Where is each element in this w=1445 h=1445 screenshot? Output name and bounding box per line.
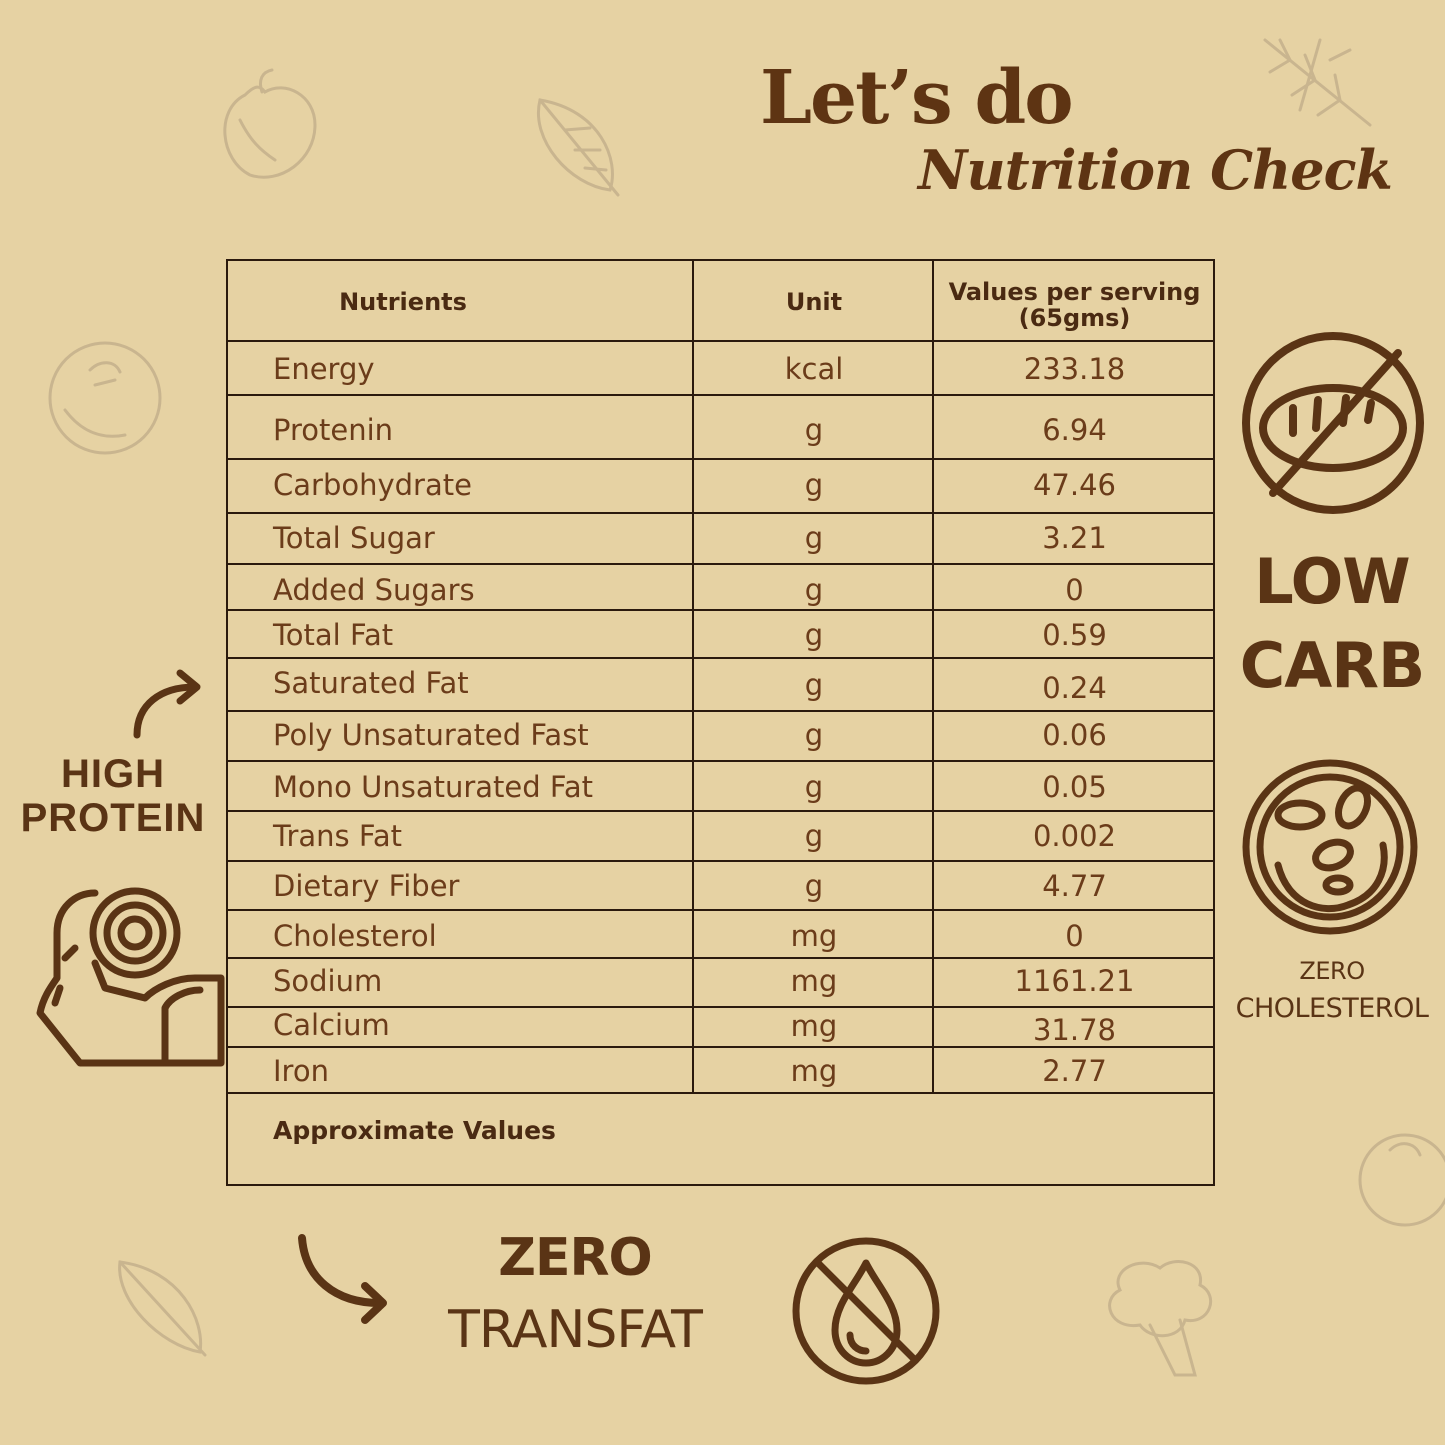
row-unit: g	[804, 468, 824, 502]
row-unit: g	[804, 618, 824, 652]
header-nutrients: Nutrients	[339, 288, 467, 316]
row-value: 6.94	[1042, 413, 1107, 447]
nutrition-table	[226, 259, 1215, 1186]
zero-transfat-line1: ZERO	[498, 1228, 652, 1288]
row-unit: g	[804, 819, 824, 853]
row-name: Poly Unsaturated Fast	[273, 718, 589, 752]
row-unit: mg	[790, 964, 838, 998]
row-value: 0.59	[1042, 618, 1107, 652]
row-unit: mg	[790, 919, 838, 953]
row-value: 1161.21	[1014, 964, 1135, 998]
curved-arrow-right-icon	[290, 1228, 395, 1328]
row-value: 0	[1065, 919, 1084, 953]
row-unit: mg	[790, 1054, 838, 1088]
row-unit: g	[804, 668, 824, 702]
herb-doodle-icon	[1265, 40, 1370, 125]
row-value: 2.77	[1042, 1054, 1107, 1088]
row-unit: g	[804, 869, 824, 903]
row-value: 0.05	[1042, 770, 1107, 804]
row-unit: mg	[790, 1009, 838, 1043]
tomato-doodle-icon-2	[1360, 1135, 1445, 1225]
low-carb-label	[1232, 540, 1432, 708]
row-name: Dietary Fiber	[273, 869, 460, 903]
row-value: 0.24	[1042, 671, 1107, 705]
row-name: Protenin	[273, 413, 394, 447]
row-name: Saturated Fat	[273, 666, 469, 700]
row-name: Total Fat	[273, 618, 394, 652]
row-value: 3.21	[1042, 521, 1107, 555]
row-name: Sodium	[273, 964, 383, 998]
row-name: Carbohydrate	[273, 468, 472, 502]
zero-transfat-line2: TRANSFAT	[448, 1300, 702, 1360]
row-name: Iron	[273, 1054, 329, 1088]
row-unit: g	[804, 413, 824, 447]
high-protein-line1: HIGH	[61, 752, 165, 796]
row-value: 233.18	[1023, 352, 1126, 386]
row-value: 31.78	[1032, 1013, 1117, 1047]
egg-plate-icon	[1238, 755, 1423, 940]
low-carb-line2: CARB	[1239, 629, 1425, 702]
title-nutrition-check: Nutrition Check	[918, 138, 1392, 202]
row-name: Trans Fat	[273, 819, 403, 853]
row-value: 4.77	[1042, 869, 1107, 903]
low-carb-line1: LOW	[1254, 545, 1410, 618]
row-name: Calcium	[273, 1008, 390, 1042]
high-protein-line2: PROTEIN	[20, 796, 206, 840]
leaf-doodle-icon	[538, 100, 618, 195]
zero-cholesterol-line2: CHOLESTEROL	[1235, 993, 1429, 1024]
curved-arrow-up-icon	[125, 665, 210, 740]
row-value: 47.46	[1032, 468, 1117, 502]
row-value: 0.06	[1042, 718, 1107, 752]
row-unit: g	[804, 521, 824, 555]
flexed-arm-dumbbell-icon	[35, 878, 230, 1073]
row-unit: kcal	[784, 352, 844, 386]
row-unit: g	[804, 770, 824, 804]
leaf-doodle-icon-2	[120, 1262, 205, 1355]
row-name: Mono Unsaturated Fat	[273, 770, 594, 804]
row-unit: g	[804, 718, 824, 752]
zero-cholesterol-label	[1222, 952, 1442, 1028]
row-name: Energy	[273, 352, 375, 386]
high-protein-label	[10, 752, 216, 840]
title-lets-do: Let’s do	[760, 55, 1072, 141]
no-oil-drop-icon	[790, 1235, 942, 1387]
header-values-line2: (65gms)	[1018, 304, 1131, 332]
row-unit: g	[804, 573, 824, 607]
row-value: 0	[1065, 573, 1084, 607]
broccoli-doodle-icon	[1110, 1262, 1211, 1375]
header-unit: Unit	[785, 288, 843, 316]
approximate-values-note: Approximate Values	[273, 1116, 556, 1145]
header-values-line1: Values per serving	[948, 278, 1201, 306]
row-name: Cholesterol	[273, 919, 437, 953]
zero-cholesterol-line1: ZERO	[1299, 957, 1365, 985]
row-name: Added Sugars	[273, 573, 475, 607]
row-name: Total Sugar	[273, 521, 435, 555]
no-bread-icon	[1238, 328, 1428, 518]
apple-doodle-icon	[225, 70, 315, 177]
tomato-doodle-icon	[50, 343, 160, 453]
row-value: 0.002	[1032, 819, 1117, 853]
